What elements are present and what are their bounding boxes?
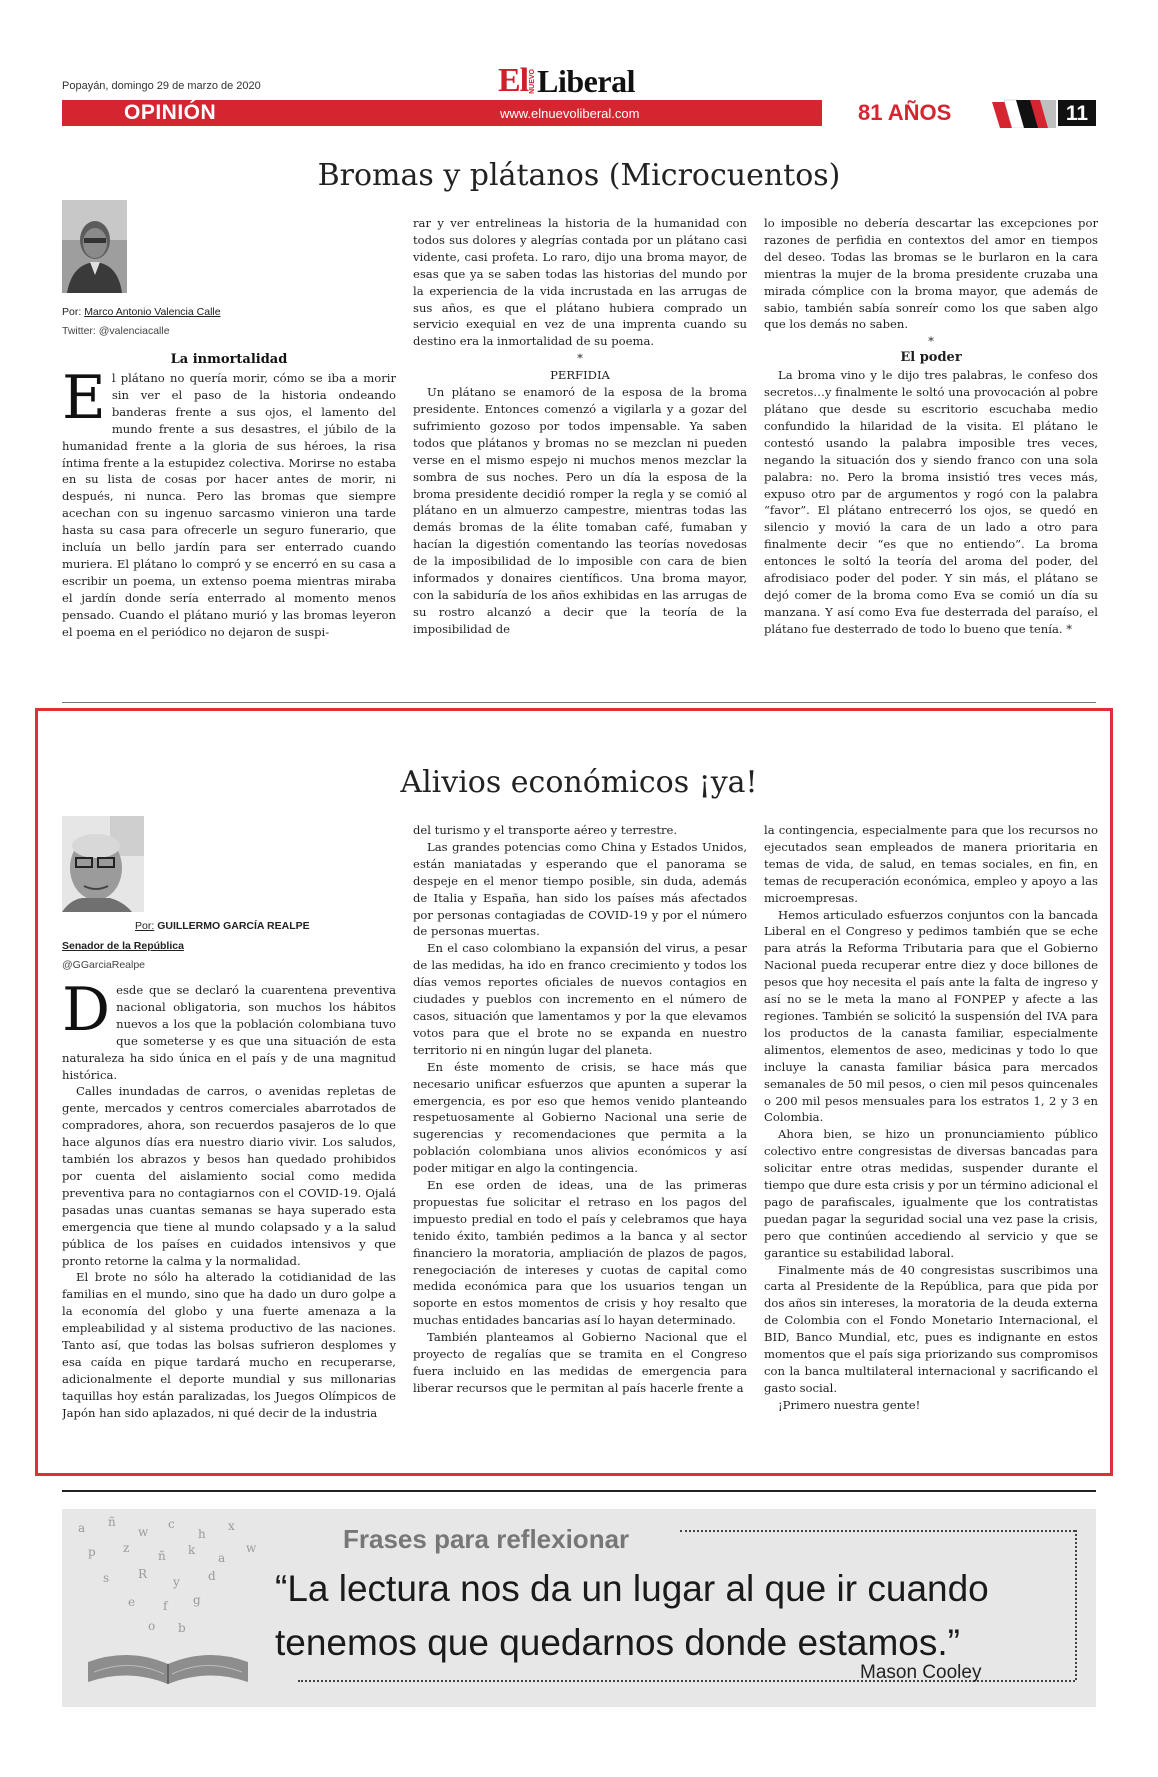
paragraph: rar y ver entrelineas la historia de la humanidad con todos sus dolores y alegrías contada por un plátano casi vidente, casi profeta. Lo raro, dijo una broma mayor, de esas que ya se saben todas las historias del mundo por la experiencia de la vida incrustada en las arrugas de sus años, es que el plátano hubiera comprado un servicio exequial en vez de una imprenta cuando su destino era la inmortalidad de su poema. (413, 216, 747, 349)
author-photo (62, 200, 127, 293)
author-name: GUILLERMO GARCÍA REALPE (157, 920, 310, 932)
logo-liberal-text: Liberal (537, 63, 635, 99)
quote-text: “La lectura nos da un lugar al que ir cuando tenemos que quedarnos donde estamos.” (275, 1568, 989, 1663)
open-book-icon (68, 1512, 268, 1702)
author-twitter[interactable]: Twitter: @valenciacalle (62, 325, 170, 337)
page-number: 11 (1058, 100, 1096, 126)
author-byline (135, 920, 310, 932)
paragraph: l plátano no quería morir, cómo se iba a morir sin ver el paso de la historia ondeando banderas frente a sus ojos, el lamento del mundo frente a sus desastres, el júbilo de la humanidad frente a la gloria de sus héroes, la risa íntima frente a la estupidez colectiva. Morirse no estaba en su lista de cosas por hacer antes de morir, ni después, ni nunca. Pero las bromas que siempre acechan con su ingenuo sarcasmo vinieron una tarde hasta su casa para ofrecerle un seguro funerario, que incluía un bello jardín para ser enterrado cuando muriera. El plátano lo compró y se encerró en su casa a escribir un poema, un extenso poema mientras miraba el jardín donde sería enterrado al momento menos pensado. Cuando el plátano murió y las bromas leyeron el poema en el periódico no dejaron de suspi- (62, 371, 396, 639)
paragraph: La broma vino y le dijo tres palabras, le confeso dos secretos…y finalmente le soltó una provocación al pobre plátano que desde su escritorio escuchaba medio confundido la hilaridad de la visita. El plátano le contestó usando la palabra imposible tres veces, negando la situación dos y siendo franco con una sola palabra: no. Pero la broma insistió tres veces más, expuso otro par de argumentos y rogó con la palabra “favor”. El plátano entrecerró los ojos, se quedó en silencio y movió la cara de un lado a otro para finalmente decir “es que no entiendo”. La broma entonces le soltó la teoría del aroma del poder, del afrodisiaco poder del poder. Y sin más, el plátano se dejó comer de la broma como Eva se comió un día su manzana. Y así como Eva fue desterrada del paraíso, el plátano fue desterrado de todo lo bueno que tenía. * (764, 368, 1098, 636)
quote-heading: Frases para reflexionar (343, 1524, 630, 1554)
author-name: Marco Antonio Valencia Calle (84, 306, 221, 318)
svg-text:s: s (103, 1571, 110, 1585)
paragraph: Las grandes potencias como China y Estados Unidos, están maniatadas y esperando que el panorama se despeje en el menor tiempo posible, sin duda, además de Italia y España, han sido los países más afectados por personas contagiadas de COVID-19 y por el número de personas muertas. (413, 839, 747, 939)
paragraph: En el caso colombiano la expansión del virus, a pesar de las medidas, ha ido en franco crecimiento y todos los días vemos reportes oficiales de nuevos contagios en ciudades y pueblos con incremento en el número de casos, situación que lamentamos y por la que elevamos votos para que el brote no se expanda en nuestro territorio ni en ningún lugar del planeta. (413, 941, 747, 1057)
svg-text:R: R (138, 1567, 148, 1581)
article-title: Alivios económicos ¡ya! (400, 765, 758, 800)
author-prefix: Por: (62, 306, 82, 318)
paragraph: la contingencia, especialmente para que los recursos no ejecutados sean empleados de manera prioritaria en temas de vida, de salud, en temas sociales, en fin, en temas de recuperación económica, empleo y apoyo a las microempresas. (764, 823, 1098, 905)
paragraph: En éste momento de crisis, se hace más que necesario unificar esfuerzos que apunten a superar la emergencia, es por eso que hemos venido planteando respetuosamente al Gobierno Nacional una serie de sugerencias y recomendaciones que permita a la población colombiana unos alivios económicos y así poder mitigar en algo la contingencia. (413, 1059, 747, 1176)
svg-text:k: k (188, 1543, 196, 1557)
svg-text:c: c (168, 1517, 175, 1531)
article-column-1 (62, 370, 396, 640)
article-column-1 (62, 982, 396, 1440)
paragraph: Hemos articulado esfuerzos conjuntos con la bancada Liberal en el Congreso y pedimos también que se eche para atrás la Reforma Tributaria para que el Gobierno Nacional pueda recuperar entre diez y doce billones de pesos que hoy necesita el país ante la falta de ingreso y así no se le meta la mano al FONPEP y afecte a las regiones. También se solicitó la suspensión del IVA para los productos de la canasta familiar, especialmente alimentos, elementos de aseo, medicinas y todo lo que incluye la canasta familiar básica para mercados semanales de 50 mil pesos, o cien mil pesos quincenales o 200 mil pesos mensuales para los estratos 1, 2 y 3 en Colombia. (764, 907, 1098, 1125)
quote-top-rule (62, 1490, 1096, 1492)
author-role: Senador de la República (62, 940, 184, 952)
paragraph: Calles inundadas de carros, o avenidas repletas de gente, mercados y centros comerciales abarrotados de compradores, ahora, son recuerdos pasajeros de lo que hace algunos días era nuestro diario vivir. Los saludos, también los abrazos y besos han quedado prohibidos por cuenta del aislamiento social como medida preventiva para no contagiarnos con el COVID-19. Ojalá pasadas unas cuantas semanas se haya superado esta emergencia que tiene al mundo colapsado y a la salud pública de los países en cuidados intensivos y que pronto retorne la calma y la normalidad. (62, 1084, 396, 1268)
newspaper-logo[interactable] (498, 62, 635, 99)
anniversary-badge: 81 AÑOS (858, 100, 952, 125)
paragraph: En ese orden de ideas, una de las primeras propuestas fue solicitar el retraso en los pagos del impuesto predial en todo el país y celebramos que haya tenido éxito, también pedimos a la banca y al sector financiero la moratoria, ampliación de plazos de pagos, renegociación de intereses y cuotas de capital como medida económica para que los usuarios tengan un soporte en estos momentos de crisis y hoy resalto que muchas entidades bancarias así lo hayan determinado. (413, 1178, 747, 1328)
section-separator: * (928, 334, 934, 349)
author-photo (62, 816, 144, 912)
article-title: Bromas y plátanos (Microcuentos) (317, 158, 841, 193)
subheading: La inmortalidad (170, 352, 288, 367)
paragraph: ¡Primero nuestra gente! (778, 1397, 921, 1412)
svg-text:y: y (173, 1575, 180, 1589)
subheading: PERFIDIA (550, 368, 610, 383)
stripes-decoration-icon (992, 98, 1056, 128)
paragraph: esde que se declaró la cuarentena preventiva nacional obligatoria, son muchos los hábitos nuevos a los que la población colombiana tuvo que someterse y es que una situación de esta naturaleza ha sido única en el país y de una magnitud histórica. (62, 983, 396, 1082)
svg-text:w: w (138, 1525, 149, 1539)
subheading: El poder (900, 350, 962, 366)
section-divider (62, 702, 1096, 703)
section-title: OPINIÓN (124, 101, 217, 124)
paragraph: lo imposible no debería descartar las excepciones por razones de perfidia en contextos del amor en tiempos del deseo. Todas las bromas se le burlaron en la cara mientras la mujer de la broma presidente cruzaba una mirada cómplice con la broma mayor, que además de sabio, también sabía sonreír como los que saben algo que los demás no saben. (764, 216, 1098, 332)
issue-date: Popayán, domingo 29 de marzo de 2020 (62, 80, 261, 92)
svg-text:d: d (208, 1569, 216, 1583)
author-twitter[interactable]: @GGarciaRealpe (62, 959, 146, 971)
logo-nuevo-text: NUEVO (529, 69, 537, 94)
svg-text:e: e (128, 1595, 136, 1609)
svg-text:ñ: ñ (158, 1549, 166, 1563)
website-url[interactable]: www.elnuevoliberal.com (500, 106, 640, 121)
paragraph: El brote no sólo ha alterado la cotidianidad de las familias en el mundo, sino que ha dado un duro golpe a la economía del globo y una fuerte amenaza a la empleabilidad y al sistema productivo de las naciones. Tanto así, que todas las bolsas sufrieron desplomes y esa caída en pique tardará mucho en recuperarse, adicionalmente el deporte mundial y sus millonarias taquillas hoy están paralizadas, los Juegos Olímpicos de Japón han sido aplazados, ni qué decir de la industria (62, 1270, 396, 1420)
svg-text:x: x (228, 1519, 235, 1533)
svg-text:o: o (148, 1619, 156, 1633)
svg-text:p: p (88, 1545, 96, 1559)
svg-text:w: w (246, 1541, 257, 1555)
article-column-3 (764, 822, 1098, 1440)
svg-text:b: b (178, 1621, 186, 1635)
paragraph: También planteamos al Gobierno Nacional que el proyecto de regalías que se tramita en el Congreso fuera incluido en las medidas de emergencia para liberar recursos que le permitan al país hacerle frente a (413, 1330, 747, 1395)
paragraph: Finalmente más de 40 congresistas suscribimos una carta al Presidente de la República, para que pida por dos años sin intereses, la moratoria de la deuda externa de Colombia con el Fondo Monetario Internacional, el BID, Banco Mundial, etc, pues es indignante en estos momentos que el país siga priorizando sus compromisos con la banca multilateral internacional y sacrificando el gasto social. (764, 1262, 1098, 1395)
author-prefix: Por: (135, 920, 155, 932)
paragraph: del turismo y el transporte aéreo y terrestre. (413, 823, 678, 837)
svg-text:h: h (198, 1527, 206, 1541)
article-column-2 (413, 215, 747, 640)
quote-dotted-border (1075, 1530, 1077, 1680)
svg-text:f: f (163, 1599, 168, 1613)
svg-text:g: g (193, 1593, 201, 1607)
drop-cap: E (62, 370, 106, 433)
svg-text:z: z (123, 1541, 130, 1555)
svg-text:a: a (78, 1521, 86, 1535)
svg-text:a: a (218, 1551, 226, 1565)
paragraph: Ahora bien, se hizo un pronunciamiento público colectivo entre congresistas de diversas bancadas para solicitar entre otras medidas, suspender durante el tiempo que dure esta crisis y por un término adicional el pago de parafiscales, igualmente que los contratistas puedan pagar la seguridad social una vez pase la crisis, pero que continúen accediendo al servicio y que se garantice su estabilidad laboral. (764, 1127, 1098, 1260)
svg-text:ñ: ñ (108, 1515, 116, 1529)
drop-cap: D (62, 982, 111, 1045)
article-column-3 (764, 215, 1098, 640)
quote-dotted-border (680, 1530, 1075, 1532)
article-column-2 (413, 822, 747, 1440)
quote-author: Mason Cooley (860, 1662, 982, 1683)
author-byline (62, 306, 221, 318)
section-separator: * (577, 351, 583, 366)
paragraph: Un plátano se enamoró de la esposa de la broma presidente. Entonces comenzó a vigilarla y a gozar del sufrimiento gozoso por todos impensable. Ya saben todos que plátanos y bromas no se mezclan ni pueden verse en el mismo espejo ni muchos menos mezclar la sombra de sus noches. Pero un día la esposa de la broma presidente decidió romper la regla y se comió al plátano en un almuerzo campestre, mientras todas las demás bromas de la élite tomaban café, fumaban y hacían la digestión comentando las teorías novedosas de la imposibilidad de lo imposible con cara de bien informados y donaires científicos. Una broma mayor, con la sabiduría de los años exhibidas en las arrugas de su rostro alcanzó a decir que la teoría de la imposibilidad de (413, 385, 747, 636)
logo-el-text: El (498, 62, 529, 99)
